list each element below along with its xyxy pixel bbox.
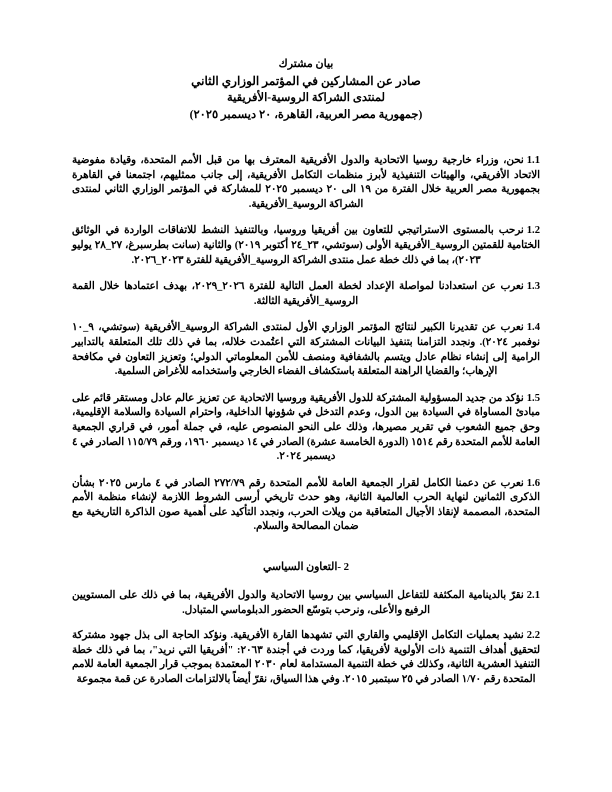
paragraph-number: 2.2 xyxy=(526,630,540,642)
paragraph-text: نقرّ بالدينامية المكثفة للتفاعل السياسي بين روسيا الاتحادية والدول الأفريقية، بما في ذلك على المستويين الرفيع والأعلى، ونرحب بتوسّع الحضور الدبلوماسي المتبادل. xyxy=(72,590,524,616)
paragraph-number: 2.1 xyxy=(526,590,540,602)
paragraph-number: 1.6 xyxy=(526,477,540,489)
paragraph-1-4 xyxy=(72,321,540,379)
paragraph-number: 1.2 xyxy=(526,225,540,237)
section-title: التعاون السياسي xyxy=(262,561,338,574)
paragraph-text: نعرب عن استعدادنا لمواصلة الإعداد لخطة العمل التالية للفترة ٢٠٢٦_٢٠٢٩، بهدف اعتمادها خلال القمة الروسية_الأفريقية الثالثة. xyxy=(72,281,524,307)
paragraph-text: نؤكد من جديد المسؤولية المشتركة للدول الأفريقية وروسيا الاتحادية عن تعزيز عالم عادل ومستقر قائم على مبادئ المساواة في السيادة بين الدول، وعدم التدخل في شؤونها الداخلية، واحترام السيادة والسلامة الإقليمية، وحق جميع الشعوب في تقرير مصيرها، وذلك على النحو المنصوص عليه، في جملة أمور، في قراري الجمعية العامة للأمم المتحدة رقم ١٥١٤ (الدورة الخامسة عشرة) الصادر في ١٤ ديسمبر ١٩٦٠، ورقم ١١٥/٧٩ الصادر في ٤ ديسمبر ٢٠٢٤. xyxy=(72,392,540,463)
section-number: 2 xyxy=(343,561,350,574)
title-line-1: بيان مشترك xyxy=(278,58,334,70)
paragraph-2-1 xyxy=(72,589,540,618)
title-line-4: (جمهورية مصر العربية، القاهرة، ٢٠ ديسمبر ٢٠٢٥) xyxy=(189,109,423,121)
page-content xyxy=(72,56,540,752)
paragraph-number: 1.1 xyxy=(526,155,540,166)
paragraph-text: نحن، وزراء خارجية روسيا الاتحادية والدول الأفريقية المعترف بها من قبل الأمم المتحدة، وقيادة مفوضية الاتحاد الأفريقي، والهيئات التنفيذية لأبرز منظمات التكامل الأفريقية، إلى جانب ممثليهم، اجتمعنا في القاهرة بجمهورية مصر العربية خلال الفترة من ١٩ الى ٢٠ ديسمبر ٢٠٢٥ للمشاركة في المؤتمر الوزاري الثاني لمنتدى الشراكة الروسية_الأفريقية. xyxy=(72,155,541,210)
paragraph-1-1 xyxy=(72,154,540,212)
paragraph-text: نعرب عن دعمنا الكامل لقرار الجمعية العامة للأمم المتحدة رقم ٢٧٢/٧٩ الصادر في ٤ مارس ٢٠٢٥ بشأن الذكرى الثمانين لنهاية الحرب العالمية الثانية، وهو حدث تاريخي أرسى الشروط اللازمة لإنشاء منظمة الأمم المتحدة، المصممة لإنقاذ الأجيال المتعاقبة من ويلات الحرب، ونجدد التأكيد على أهمية صون الذاكرة التاريخية مع ضمان المصالحة والسلام. xyxy=(72,477,540,533)
paragraph-text: نعرب عن تقديرنا الكبير لنتائج المؤتمر الوزاري الأول لمنتدى الشراكة الروسية_الأفريقية (سوتشي، ٩_١٠ نوفمبر ٢٠٢٤). ونجدد التزامنا بتنفيذ البيانات المشتركة التي اعتُمدت خلاله، بما في ذلك تلك المتعلقة بالتدابير الرامية إلى إنشاء نظام عادل ويتسم بالشفافية ومنصف للأمن المعلوماتي الدولي؛ وتعزيز التعاون في مكافحة الإرهاب؛ والقضايا الراهنة المتعلقة باستكشاف الفضاء الخارجي واستخدامه للأغراض السلمية. xyxy=(72,322,540,378)
title-line-3: لمنتدى الشراكة الروسية-الأفريقية xyxy=(227,92,385,104)
paragraph-text: نشيد بعمليات التكامل الإقليمي والقاري التي تشهدها القارة الأفريقية. ونؤكد الحاجة الى بذل جهود مشتركة لتحقيق أهداف التنمية ذات الأولوية لأفريقيا، كما وردت في أجندة ٢٠٦٣: "أفريقيا التي نريد"، بما في ذلك خطة التنفيذ العشرية الثانية، وكذلك في خطة التنمية المستدامة لعام ٢٠٣٠ المعتمدة بموجب قرار الجمعية العامة للامم المتحدة رقم ١/٧٠ الصادر في ٢٥ سبتمبر ٢٠١٥. وفي هذا السياق، نقرّ أيضاً بالالتزامات الصادرة عن قمة مجموعة xyxy=(72,630,540,686)
paragraph-1-6 xyxy=(72,477,540,535)
paragraph-2-2 xyxy=(72,629,540,687)
document-title-block xyxy=(72,56,540,124)
section-heading-political-cooperation xyxy=(72,559,540,575)
paragraph-number: 1.3 xyxy=(526,281,540,293)
title-line-2: صادر عن المشاركين في المؤتمر الوزاري الثاني xyxy=(191,74,421,88)
paragraph-1-3 xyxy=(72,280,540,309)
paragraph-text: نرحب بالمستوى الاستراتيجي للتعاون بين أفريقيا وروسيا، وبالتنفيذ النشط للاتفاقات الواردة في الوثائق الختامية للقمتين الروسية_الأفريقية الأولى (سوتشي، ٢٣_٢٤ أكتوبر ٢٠١٩) والثانية (سانت بطرسبرغ، ٢٧_٢٨ يوليو ٢٠٢٣)، بما في ذلك خطة عمل منتدى الشراكة الروسية_الأفريقية للفترة ٢٠٢٣_٢٠٢٦. xyxy=(72,225,540,266)
paragraph-number: 1.5 xyxy=(526,392,540,404)
section-separator: - xyxy=(337,561,344,574)
paragraph-1-5 xyxy=(72,392,540,465)
paragraph-1-2 xyxy=(72,224,540,268)
paragraph-number: 1.4 xyxy=(526,322,540,334)
